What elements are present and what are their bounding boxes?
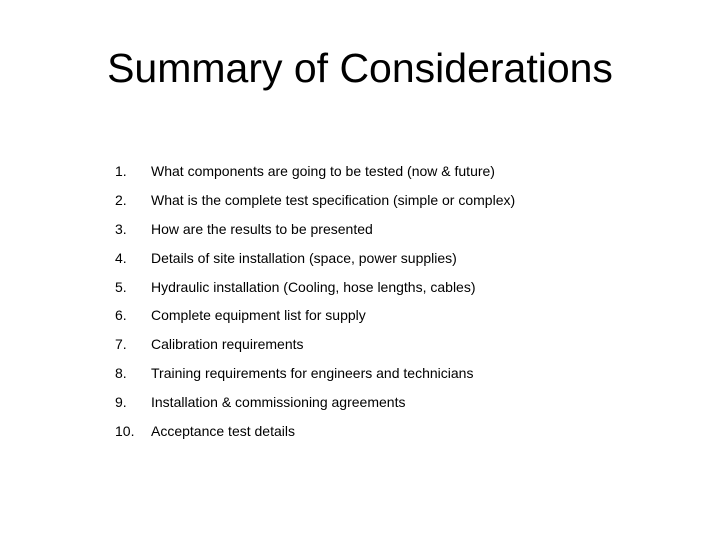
list-item: [115, 330, 695, 359]
slide-title: Summary of Considerations: [107, 45, 613, 91]
list-item: [115, 388, 695, 417]
list-item: [115, 359, 695, 388]
list-item-text: Complete equipment list for supply: [151, 307, 366, 324]
list-item: [115, 186, 695, 215]
list-item-text: Acceptance test details: [151, 423, 295, 440]
list-item-text: What is the complete test specification (simple or complex): [151, 191, 516, 208]
list-item-number: 2.: [115, 191, 127, 208]
list-item-text: Training requirements for engineers and technicians: [151, 365, 474, 382]
list-item-number: 8.: [115, 365, 127, 382]
list-item-number: 9.: [115, 394, 127, 411]
list-item-number: 5.: [115, 278, 127, 295]
list-item: [115, 417, 695, 446]
list-item-text: Details of site installation (space, power supplies): [151, 249, 457, 266]
list-item-number: 7.: [115, 336, 127, 353]
list-item: [115, 301, 695, 330]
list-item: [115, 273, 695, 302]
considerations-list: [115, 157, 695, 446]
list-item-number: 1.: [115, 163, 127, 179]
list-item-number: 10.: [115, 423, 135, 440]
list-item: [115, 215, 695, 244]
list-item-number: 3.: [115, 220, 127, 237]
list-item-number: 6.: [115, 307, 127, 324]
list-item-text: Hydraulic installation (Cooling, hose lengths, cables): [151, 278, 476, 295]
list-item: [115, 244, 695, 273]
list-item: [115, 157, 695, 186]
list-item-text: What components are going to be tested (now & future): [151, 163, 495, 179]
list-item-number: 4.: [115, 249, 127, 266]
list-item-text: Calibration requirements: [151, 336, 304, 353]
list-item-text: Installation & commissioning agreements: [151, 394, 406, 411]
list-item-text: How are the results to be presented: [151, 220, 373, 237]
